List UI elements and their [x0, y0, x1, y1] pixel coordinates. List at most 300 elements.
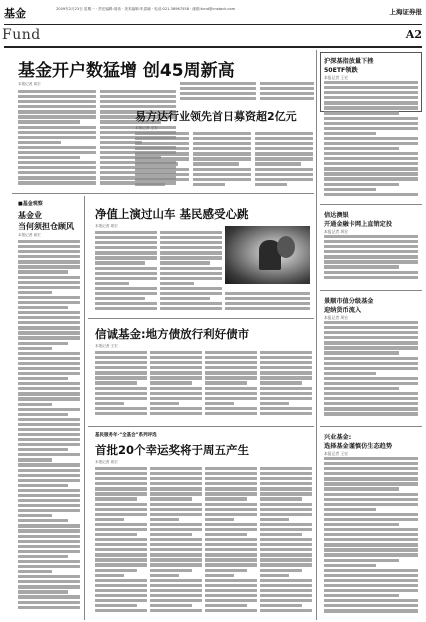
text-line [95, 236, 157, 239]
text-line [95, 292, 157, 295]
text-line [100, 100, 176, 103]
left-kicker: ■基金观察 [18, 201, 43, 207]
brief1-title: 沪深基指放量下挫 [324, 58, 374, 65]
text-line [324, 177, 418, 180]
text-line [95, 376, 147, 379]
main-headline: 基金开户数猛增 创45周新高 [18, 61, 235, 81]
section-rule [12, 193, 314, 194]
text-line [18, 433, 80, 436]
text-line [255, 157, 313, 160]
text-line [150, 361, 202, 364]
text-line [255, 152, 313, 155]
brief1-title-2: 50ETF领跌 [324, 67, 358, 74]
page-number: A2 [405, 28, 422, 41]
text-line [260, 467, 312, 470]
text-line [18, 326, 80, 329]
text-line [95, 371, 147, 374]
text-line [95, 351, 147, 354]
text-line [95, 472, 147, 475]
text-line [95, 594, 147, 597]
text-line [205, 392, 257, 395]
text-line [260, 513, 312, 516]
text-line [95, 553, 147, 556]
text-line [18, 540, 80, 543]
text-line [260, 543, 312, 546]
story5-col3 [205, 467, 257, 617]
text-line [193, 132, 251, 135]
text-line [95, 528, 147, 531]
text-line [95, 267, 157, 270]
text-line [324, 137, 418, 140]
text-line [95, 548, 147, 551]
text-line [18, 595, 80, 598]
text-line [260, 589, 312, 592]
text-line [324, 503, 418, 506]
text-line [205, 609, 257, 612]
brief2-title-2: 开通金融卡网上直销定投 [324, 221, 393, 228]
text-line [324, 533, 418, 536]
text-line [160, 267, 222, 270]
text-line [95, 297, 145, 300]
text-line [18, 519, 68, 522]
story2-col2 [193, 132, 251, 190]
text-line [205, 371, 257, 374]
text-line [260, 533, 302, 536]
text-line [205, 351, 257, 354]
text-line [18, 126, 96, 129]
section-name: Fund [2, 27, 41, 43]
text-line [205, 538, 257, 541]
text-line [150, 503, 202, 506]
text-line [18, 382, 80, 385]
text-line [18, 428, 80, 431]
text-line [18, 580, 80, 583]
text-line [150, 407, 202, 410]
text-line [324, 183, 399, 186]
text-line [18, 120, 80, 123]
story5-col4 [260, 467, 312, 617]
text-line [255, 168, 313, 171]
story3-col3 [225, 292, 310, 314]
text-line [205, 513, 257, 516]
text-line [160, 292, 222, 295]
text-line [18, 423, 80, 426]
text-line [95, 407, 147, 410]
text-line [255, 132, 313, 135]
text-line [150, 467, 202, 470]
text-line [135, 152, 189, 155]
text-line [18, 474, 80, 477]
text-line [205, 518, 234, 521]
left-divider [84, 196, 85, 620]
text-line [18, 529, 80, 532]
text-line [260, 407, 312, 410]
text-line [324, 127, 418, 130]
text-line [150, 594, 202, 597]
text-line [205, 553, 257, 556]
text-line [18, 176, 96, 179]
text-line [205, 482, 257, 485]
text-line [150, 538, 202, 541]
text-line [160, 282, 194, 285]
text-line [95, 302, 157, 305]
text-line [18, 260, 80, 263]
text-line [18, 286, 80, 289]
text-line [260, 402, 289, 405]
text-line [205, 569, 247, 572]
brief2-body [324, 235, 418, 285]
text-line [324, 579, 418, 582]
text-line [18, 311, 80, 314]
text-line [324, 564, 376, 567]
photo-figure-2 [277, 236, 295, 258]
text-line [95, 246, 157, 249]
story3-col2 [160, 231, 222, 315]
text-line [95, 492, 147, 495]
text-line [95, 508, 147, 511]
text-line [95, 563, 147, 566]
text-line [324, 326, 418, 329]
text-line [225, 302, 310, 305]
text-line [95, 361, 147, 364]
text-line [150, 563, 202, 566]
text-line [150, 412, 202, 415]
text-line [150, 492, 202, 495]
text-line [260, 584, 312, 587]
text-line [95, 518, 124, 521]
text-line [18, 352, 80, 355]
text-line [18, 458, 52, 461]
text-line [150, 553, 202, 556]
text-line [150, 356, 202, 359]
text-line [95, 412, 147, 415]
text-line [18, 100, 96, 103]
text-line [95, 381, 137, 384]
text-line [18, 575, 80, 578]
text-line [324, 240, 418, 243]
brief2-byline: 本报记者 周宏 [324, 229, 348, 234]
text-line [18, 550, 80, 553]
text-line [260, 387, 312, 390]
text-line [193, 168, 251, 171]
brief-rule-3 [320, 426, 422, 427]
text-line [150, 548, 202, 551]
text-line [18, 590, 68, 593]
story2-headline: 易方达行业领先首日募资超2亿元 [135, 110, 297, 123]
text-line [150, 381, 192, 384]
text-line [260, 361, 312, 364]
brief4-body [324, 457, 418, 617]
text-line [324, 362, 418, 365]
text-line [324, 351, 399, 354]
text-line [260, 558, 312, 561]
text-line [18, 240, 80, 243]
text-line [160, 236, 222, 239]
brief3-title-2: 迎纳货币流入 [324, 307, 362, 314]
text-line [95, 503, 147, 506]
text-line [18, 95, 96, 98]
text-line [260, 371, 312, 374]
text-line [18, 90, 96, 93]
text-line [160, 302, 222, 305]
text-line [324, 245, 418, 248]
text-line [95, 589, 147, 592]
brief4-title: 兴业基金: [324, 434, 352, 441]
text-line [18, 265, 80, 268]
text-line [18, 494, 80, 497]
section-rule-2 [88, 318, 314, 319]
text-line [18, 146, 96, 149]
text-line [324, 599, 418, 602]
text-line [150, 351, 202, 354]
text-line [324, 372, 376, 375]
text-line [324, 91, 418, 94]
text-line [150, 599, 202, 602]
text-line [95, 282, 129, 285]
text-line [260, 477, 312, 480]
text-line [95, 513, 147, 516]
text-line [135, 157, 189, 160]
text-line [18, 570, 52, 573]
text-line [324, 111, 399, 114]
text-line [160, 246, 222, 249]
text-line [18, 306, 68, 309]
text-line [225, 297, 310, 300]
text-line [18, 469, 80, 472]
text-line [135, 183, 165, 186]
text-line [95, 277, 157, 280]
story3-col1 [95, 231, 157, 315]
left-title-2: 当何须担仓顾风 [18, 222, 74, 231]
text-line [324, 162, 418, 165]
text-line [150, 387, 202, 390]
text-line [18, 372, 80, 375]
text-line [324, 589, 418, 592]
text-line [260, 482, 312, 485]
text-line [95, 497, 137, 500]
text-line [160, 287, 222, 290]
text-line [205, 472, 257, 475]
text-line [18, 342, 68, 345]
text-line [18, 357, 80, 360]
text-line [18, 484, 68, 487]
text-line [324, 367, 418, 370]
text-line [95, 543, 147, 546]
text-line [95, 356, 147, 359]
text-line [18, 565, 80, 568]
text-line [324, 412, 418, 415]
text-line [150, 528, 202, 531]
text-line [18, 448, 68, 451]
text-line [95, 482, 147, 485]
text-line [260, 538, 312, 541]
text-line [150, 497, 192, 500]
text-line [324, 271, 418, 274]
text-line [18, 545, 80, 548]
text-line [18, 181, 96, 184]
brief3-byline: 本报记者 周宏 [324, 315, 348, 320]
text-line [160, 261, 210, 264]
text-line [260, 503, 312, 506]
text-line [135, 162, 178, 165]
text-line [180, 87, 256, 90]
text-line [324, 559, 399, 562]
left-sidebar-body [18, 240, 80, 616]
text-line [18, 408, 80, 411]
text-line [135, 168, 189, 171]
text-line [100, 95, 176, 98]
text-line [18, 560, 80, 563]
text-line [324, 276, 418, 279]
text-line [95, 256, 157, 259]
text-line [193, 157, 251, 160]
masthead-logo: 基金 [4, 7, 26, 20]
text-line [18, 413, 68, 416]
story5-byline: 本报记者 周宏 [95, 460, 118, 464]
text-line [193, 173, 251, 176]
text-line [324, 493, 418, 496]
text-line [324, 331, 418, 334]
text-line [18, 585, 80, 588]
text-line [225, 307, 310, 310]
text-line [150, 589, 202, 592]
text-line [95, 579, 147, 582]
text-line [18, 347, 52, 350]
text-line [205, 533, 247, 536]
text-line [324, 172, 418, 175]
text-line [95, 287, 157, 290]
text-line [324, 482, 418, 485]
text-line [95, 241, 157, 244]
text-line [324, 467, 418, 470]
brief-rule-2 [320, 290, 422, 291]
text-line [180, 82, 256, 85]
text-line [324, 402, 418, 405]
text-line [205, 467, 257, 470]
text-line [324, 574, 418, 577]
text-line [150, 513, 202, 516]
text-line [205, 387, 257, 390]
text-line [324, 193, 418, 196]
text-line [193, 183, 225, 186]
text-line [18, 331, 80, 334]
text-line [205, 574, 234, 577]
text-line [193, 137, 251, 140]
text-line [95, 584, 147, 587]
text-line [193, 178, 251, 181]
text-line [18, 296, 80, 299]
text-line [18, 151, 96, 154]
text-line [205, 604, 247, 607]
story3-headline: 净值上演过山车 基民感受心跳 [95, 207, 249, 221]
text-line [260, 569, 302, 572]
text-line [324, 250, 418, 253]
text-line [18, 245, 80, 248]
text-line [324, 462, 418, 465]
text-line [205, 412, 257, 415]
text-line [260, 487, 312, 490]
text-line [324, 147, 399, 150]
brief1-byline: 本报记者 王宏 [324, 75, 348, 80]
text-line [150, 584, 202, 587]
text-line [324, 604, 418, 607]
text-line [205, 508, 257, 511]
text-line [260, 528, 312, 531]
text-line [205, 407, 257, 410]
text-line [324, 357, 418, 360]
text-line [324, 117, 418, 120]
text-line [255, 183, 287, 186]
text-line [225, 292, 310, 295]
text-line [324, 523, 399, 526]
text-line [95, 538, 147, 541]
text-line [18, 171, 96, 174]
text-line [260, 351, 312, 354]
text-line [150, 569, 192, 572]
section-rule-3 [88, 426, 314, 427]
text-line [324, 132, 376, 135]
text-line [260, 492, 312, 495]
text-line [324, 498, 418, 501]
text-line [260, 92, 314, 95]
text-line [18, 392, 80, 395]
text-line [324, 157, 418, 160]
text-line [193, 142, 251, 145]
text-line [18, 321, 80, 324]
text-line [260, 381, 302, 384]
text-line [18, 166, 96, 169]
text-line [18, 105, 96, 108]
text-line [260, 87, 314, 90]
text-line [205, 503, 257, 506]
text-line [260, 82, 314, 85]
text-line [324, 407, 418, 410]
brief3-title: 景顺市值分级基金 [324, 298, 374, 305]
text-line [95, 558, 147, 561]
text-line [18, 514, 52, 517]
text-line [18, 606, 80, 609]
text-line [18, 479, 80, 482]
text-line [18, 463, 80, 466]
text-line [160, 297, 210, 300]
text-line [324, 392, 418, 395]
text-line [324, 543, 418, 546]
text-line [205, 599, 257, 602]
text-line [18, 438, 80, 441]
text-line [324, 255, 418, 258]
story4-byline: 本报记者 王宏 [95, 344, 118, 348]
text-line [324, 96, 418, 99]
text-line [324, 508, 376, 511]
text-line [205, 397, 257, 400]
text-line [160, 256, 222, 259]
text-line [95, 307, 157, 310]
text-line [324, 387, 399, 390]
text-line [324, 584, 418, 587]
text-line [205, 579, 257, 582]
text-line [150, 371, 202, 374]
text-line [18, 156, 80, 159]
story2-col3 [255, 132, 313, 190]
text-line [150, 477, 202, 480]
text-line [95, 366, 147, 369]
text-line [205, 543, 257, 546]
text-line [18, 110, 96, 113]
text-line [95, 604, 137, 607]
text-line [260, 412, 312, 415]
text-line [95, 392, 147, 395]
text-line [324, 346, 418, 349]
